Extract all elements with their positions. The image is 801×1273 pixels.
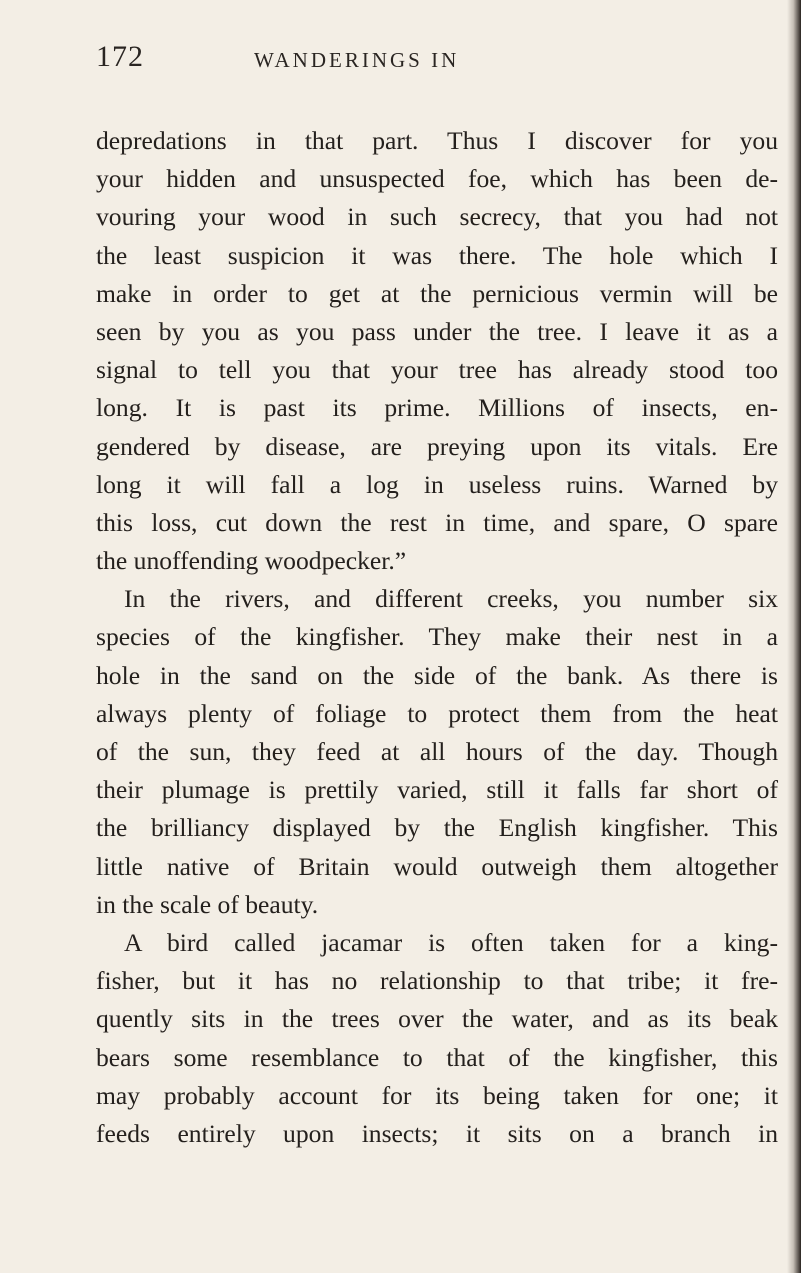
text-line: your hidden and unsuspected foe, which has been de- [96,164,778,194]
body-text [96,122,778,1153]
text-line: hole in the sand on the side of the bank. As there is [96,660,778,690]
text-line: the least suspicion it was there. The hole which I [96,240,778,270]
paragraph-start-line: In the rivers, and different creeks, you number six [124,584,778,614]
text-line: quently sits in the trees over the water, and as its beak [96,1004,778,1034]
text-line: feeds entirely upon insects; it sits on a branch in [96,1118,778,1148]
text-line: little native of Britain would outweigh them altogether [96,851,778,881]
text-line: long it will fall a log in useless ruins. Warned by [96,469,778,499]
text-line: gendered by disease, are preying upon its vitals. Ere [96,431,778,461]
paragraph-start-line: A bird called jacamar is often taken for a king- [124,927,778,957]
text-line: may probably account for its being taken for one; it [96,1080,778,1110]
text-line: the brilliancy displayed by the English kingfisher. This [96,813,778,843]
page-edge-shadow [787,0,801,1273]
paragraph-end-line: the unoffending woodpecker.” [96,546,407,576]
text-line: fisher, but it has no relationship to that tribe; it fre- [96,966,778,996]
text-line: seen by you as you pass under the tree. I leave it as a [96,316,778,346]
text-line: species of the kingfisher. They make their nest in a [96,622,778,652]
text-line: vouring your wood in such secrecy, that you had not [96,202,778,232]
text-line: their plumage is prettily varied, still it falls far short of [96,775,778,805]
text-line: long. It is past its prime. Millions of insects, en- [96,393,778,423]
paragraph-end-line: in the scale of beauty. [96,889,319,919]
text-line: signal to tell you that your tree has already stood too [96,355,778,385]
page-header [96,40,716,90]
running-head: WANDERINGS IN [254,48,460,72]
text-line: bears some resemblance to that of the kingfisher, this [96,1042,778,1072]
text-line: depredations in that part. Thus I discover for you [96,126,778,155]
page-number: 172 [96,40,144,73]
text-line: always plenty of foliage to protect them from the heat [96,698,778,728]
text-line: make in order to get at the pernicious vermin will be [96,278,778,308]
text-line: this loss, cut down the rest in time, and spare, O spare [96,507,778,537]
text-line: of the sun, they feed at all hours of the day. Though [96,737,778,766]
